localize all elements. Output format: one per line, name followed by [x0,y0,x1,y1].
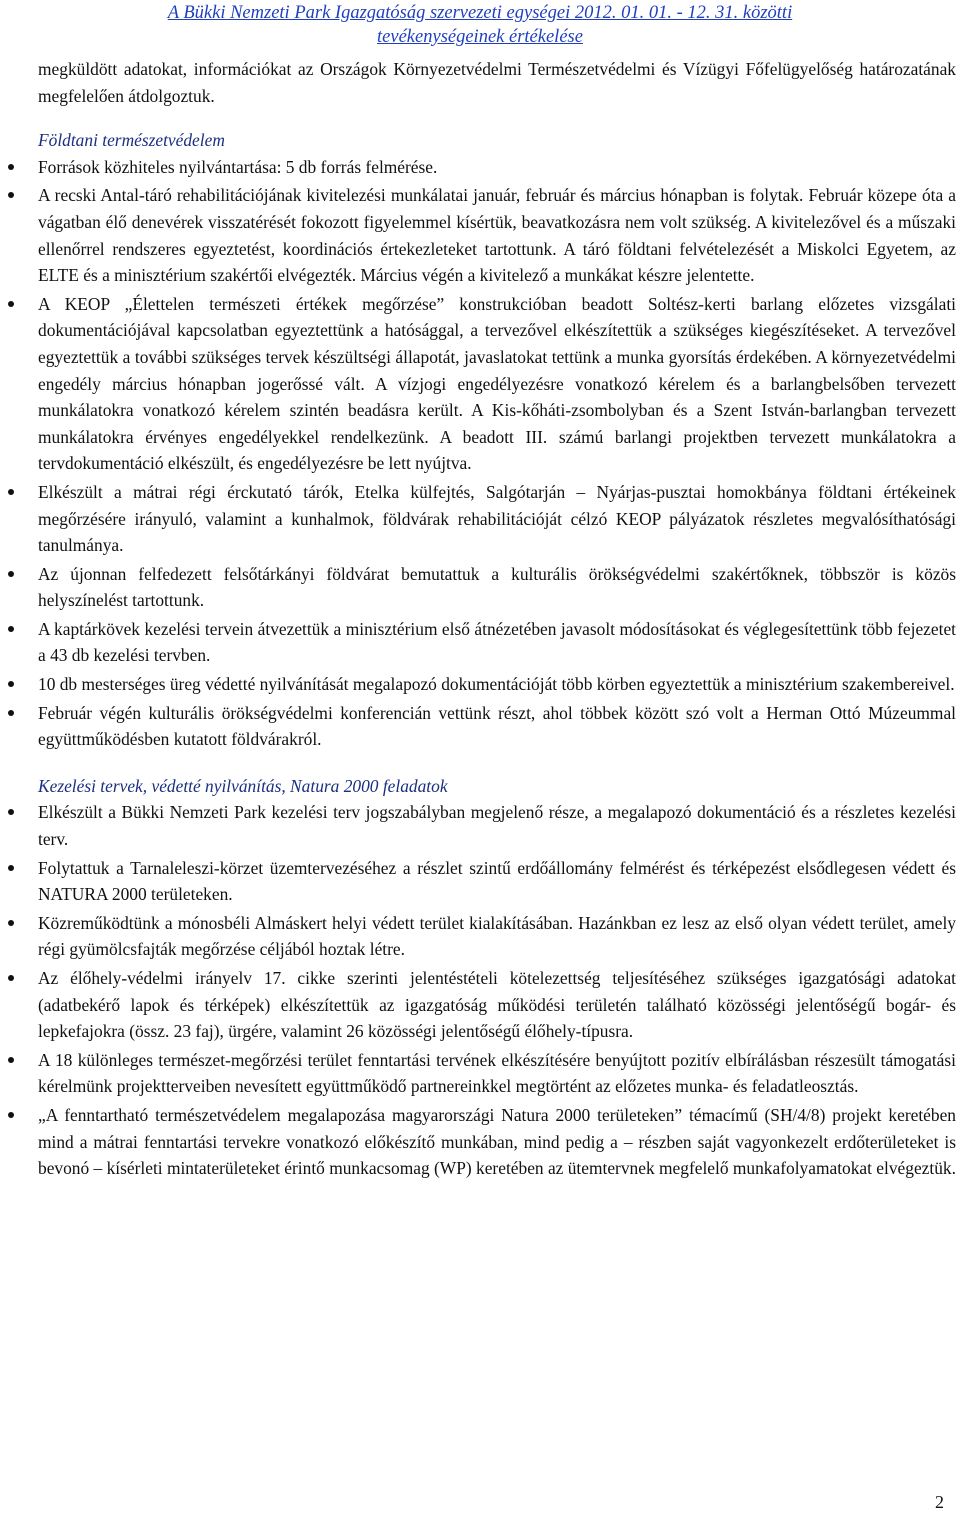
header-line-1: A Bükki Nemzeti Park Igazgatóság szervezeti egységei 2012. 01. 01. - 12. 31. közötti [167,3,793,23]
list-item-text: „A fenntartható természetvédelem megalapozása magyarországi Natura 2000 területeken” témacímű (SH/4/8) projekt keretében mind a mátrai fenntartási tervekre vonatkozó előkészítő munkában, mind pedig a – részben saját vagyonkezelt erdőterületeket is bevonó – kísérleti mintaterületeket érintő munkacsomag (WP) keretében az ütemtervnek megfelelő munkafolyamatokat elvégeztük. [38,1104,956,1179]
bullet-icon [8,192,14,198]
list-item-text: Elkészült a mátrai régi érckutató tárók, Etelka külfejtés, Salgótarján – Nyárjas-pusztai homokbánya földtani értékeinek megőrzésére irányuló, valamint a kunhalmok, földvárak rehabilitációját célzó KEOP pályázatok részletes megvalósíthatósági tanulmánya. [38,481,956,556]
header-line-2: tevékenységeinek értékelése [377,27,583,47]
section-title-geology: Földtani természetvédelem [38,130,225,151]
list-item-text: 10 db mesterséges üreg védetté nyilvánítását megalapozó dokumentációját több körben egyeztettük a minisztérium szakembereivel. [38,674,955,695]
document-body [38,56,956,1184]
list-item-text: Közreműködtünk a mónosbéli Almáskert helyi védett terület kialakításában. Hazánkban ez lesz az első olyan védett terület, amely régi gyümölcsfajták megőrzése céljából hoztak létre. [38,912,956,960]
bullet-icon [8,681,14,687]
section-title-management-plans: Kezelési tervek, védetté nyilvánítás, Natura 2000 feladatok [38,775,448,796]
bullet-icon [8,626,14,632]
list-item [38,291,956,477]
page-number: 2 [935,1492,944,1512]
intro-paragraph: megküldött adatokat, információkat az Országok Környezetvédelmi Természetvédelmi és Vízügyi Főfelügyelőség határozatának megfelelően átdolgoztuk. [38,59,956,106]
list-item [38,965,956,1045]
bullet-icon [8,489,14,495]
bullet-icon [8,1112,14,1118]
bullet-icon [8,571,14,577]
bullet-icon [8,710,14,716]
bullet-list-management-plans [38,799,956,1181]
bullet-icon [8,920,14,926]
bullet-icon [8,809,14,815]
list-item-text: Az élőhely-védelmi irányelv 17. cikke szerinti jelentéstételi kötelezettség teljesítéséhez szükséges igazgatósági adatokat (adatbekérő lapok és térképek) elkészítettük az igazgatóság működési területén található közösségi jelentőségű bogár- és lepkefajokra (össz. 23 faj), ürgére, valamint 26 közösségi jelentőségű élőhely-típusra. [38,968,956,1042]
list-item-text: Elkészült a Bükki Nemzeti Park kezelési terv jogszabályban megjelenő része, a megalapozó dokumentáció és a részletes kezelési terv. [38,802,956,850]
list-item-text: Folytattuk a Tarnaleleszi-körzet üzemtervezéséhez a részlet szintű erdőállomány felmérést és térképezést elsődlegesen védett és NATURA 2000 területeken. [38,857,956,905]
bullet-icon [8,164,14,170]
bullet-icon [8,1057,14,1063]
list-item [38,855,956,908]
list-item [38,1047,956,1100]
bullet-list-geology [38,154,956,753]
list-item [38,700,956,753]
bullet-icon [8,975,14,981]
bullet-icon [8,865,14,871]
list-item [38,1102,956,1182]
bullet-icon [8,301,14,307]
list-item [38,616,956,669]
list-item [38,910,956,963]
list-item-text: A 18 különleges természet-megőrzési terület fenntartási tervének elkészítésére benyújtott pozitív elbírálásban részesült támogatási kérelmünk projektterveiben nevesített együttműködő partnereinkkel megtörtént az előzetes munka- és feladatleosztás. [38,1049,956,1097]
page-header [0,0,960,49]
list-item-text: A KEOP „Élettelen természeti értékek megőrzése” konstrukcióban beadott Soltész-kerti barlang előzetes vizsgálati dokumentációjával kapcsolatban egyeztettünk a hatósággal, a tervezővel elkészítettük a szükséges kiegészítéseket. A tervezővel egyeztettük a további szükséges tervek készültségi állapotát, javaslatokat tettünk a munka gyorsítás érdekében. A környezetvédelmi engedély március hónapban jogerőssé vált. A vízjogi engedélyezésre vonatkozó kérelem és a barlangbelsőben tervezett munkálatokra vonatkozó kérelem szintén beadásra került. A Kis-kőháti-zsombolyban és a Szent István-barlangban tervezett munkálatokra érvényes engedélyekkel rendelkezünk. A beadott III. számú barlangi projektben tervezett munkálatokra a tervdokumentáció elkészült, és engedélyezésre be lett nyújtva. [38,293,956,474]
list-item [38,561,956,614]
list-item-text: A recski Antal-táró rehabilitációjának kivitelezési munkálatai január, február és március hónapban is folytak. Február közepe óta a vágatban élő denevérek visszatérését fokozott figyelemmel kísértük, beavatkozásra nem volt szükség. A kivitelezővel és a műszaki ellenőrrel rendszeres egyeztetést, koordinációs értekezleteket tartottunk. A táró földtani felvételezését a Miskolci Egyetem, az ELTE és a minisztérium szakértői elvégezték. Március végén a kivitelező a munkákat készre jelentette. [38,185,956,286]
list-item [38,154,956,181]
list-item-text: A kaptárkövek kezelési tervein átvezettük a minisztérium első átnézetében javasolt módosításokat és véglegesítettünk több fejezetet a 43 db kezelési tervben. [38,618,956,666]
list-item-text: Források közhiteles nyilvántartása: 5 db forrás felmérése. [38,156,438,177]
list-item [38,671,956,698]
list-item [38,799,956,852]
list-item [38,479,956,559]
list-item-text: Az újonnan felfedezett felsőtárkányi földvárat bemutattuk a kulturális örökségvédelmi szakértőknek, többször is közös helyszínelést tartottunk. [38,563,956,611]
list-item [38,182,956,288]
list-item-text: Február végén kulturális örökségvédelmi konferencián vettünk részt, ahol többek között szó volt a Herman Ottó Múzeummal együttműködésben kutatott földvárakról. [38,702,956,750]
